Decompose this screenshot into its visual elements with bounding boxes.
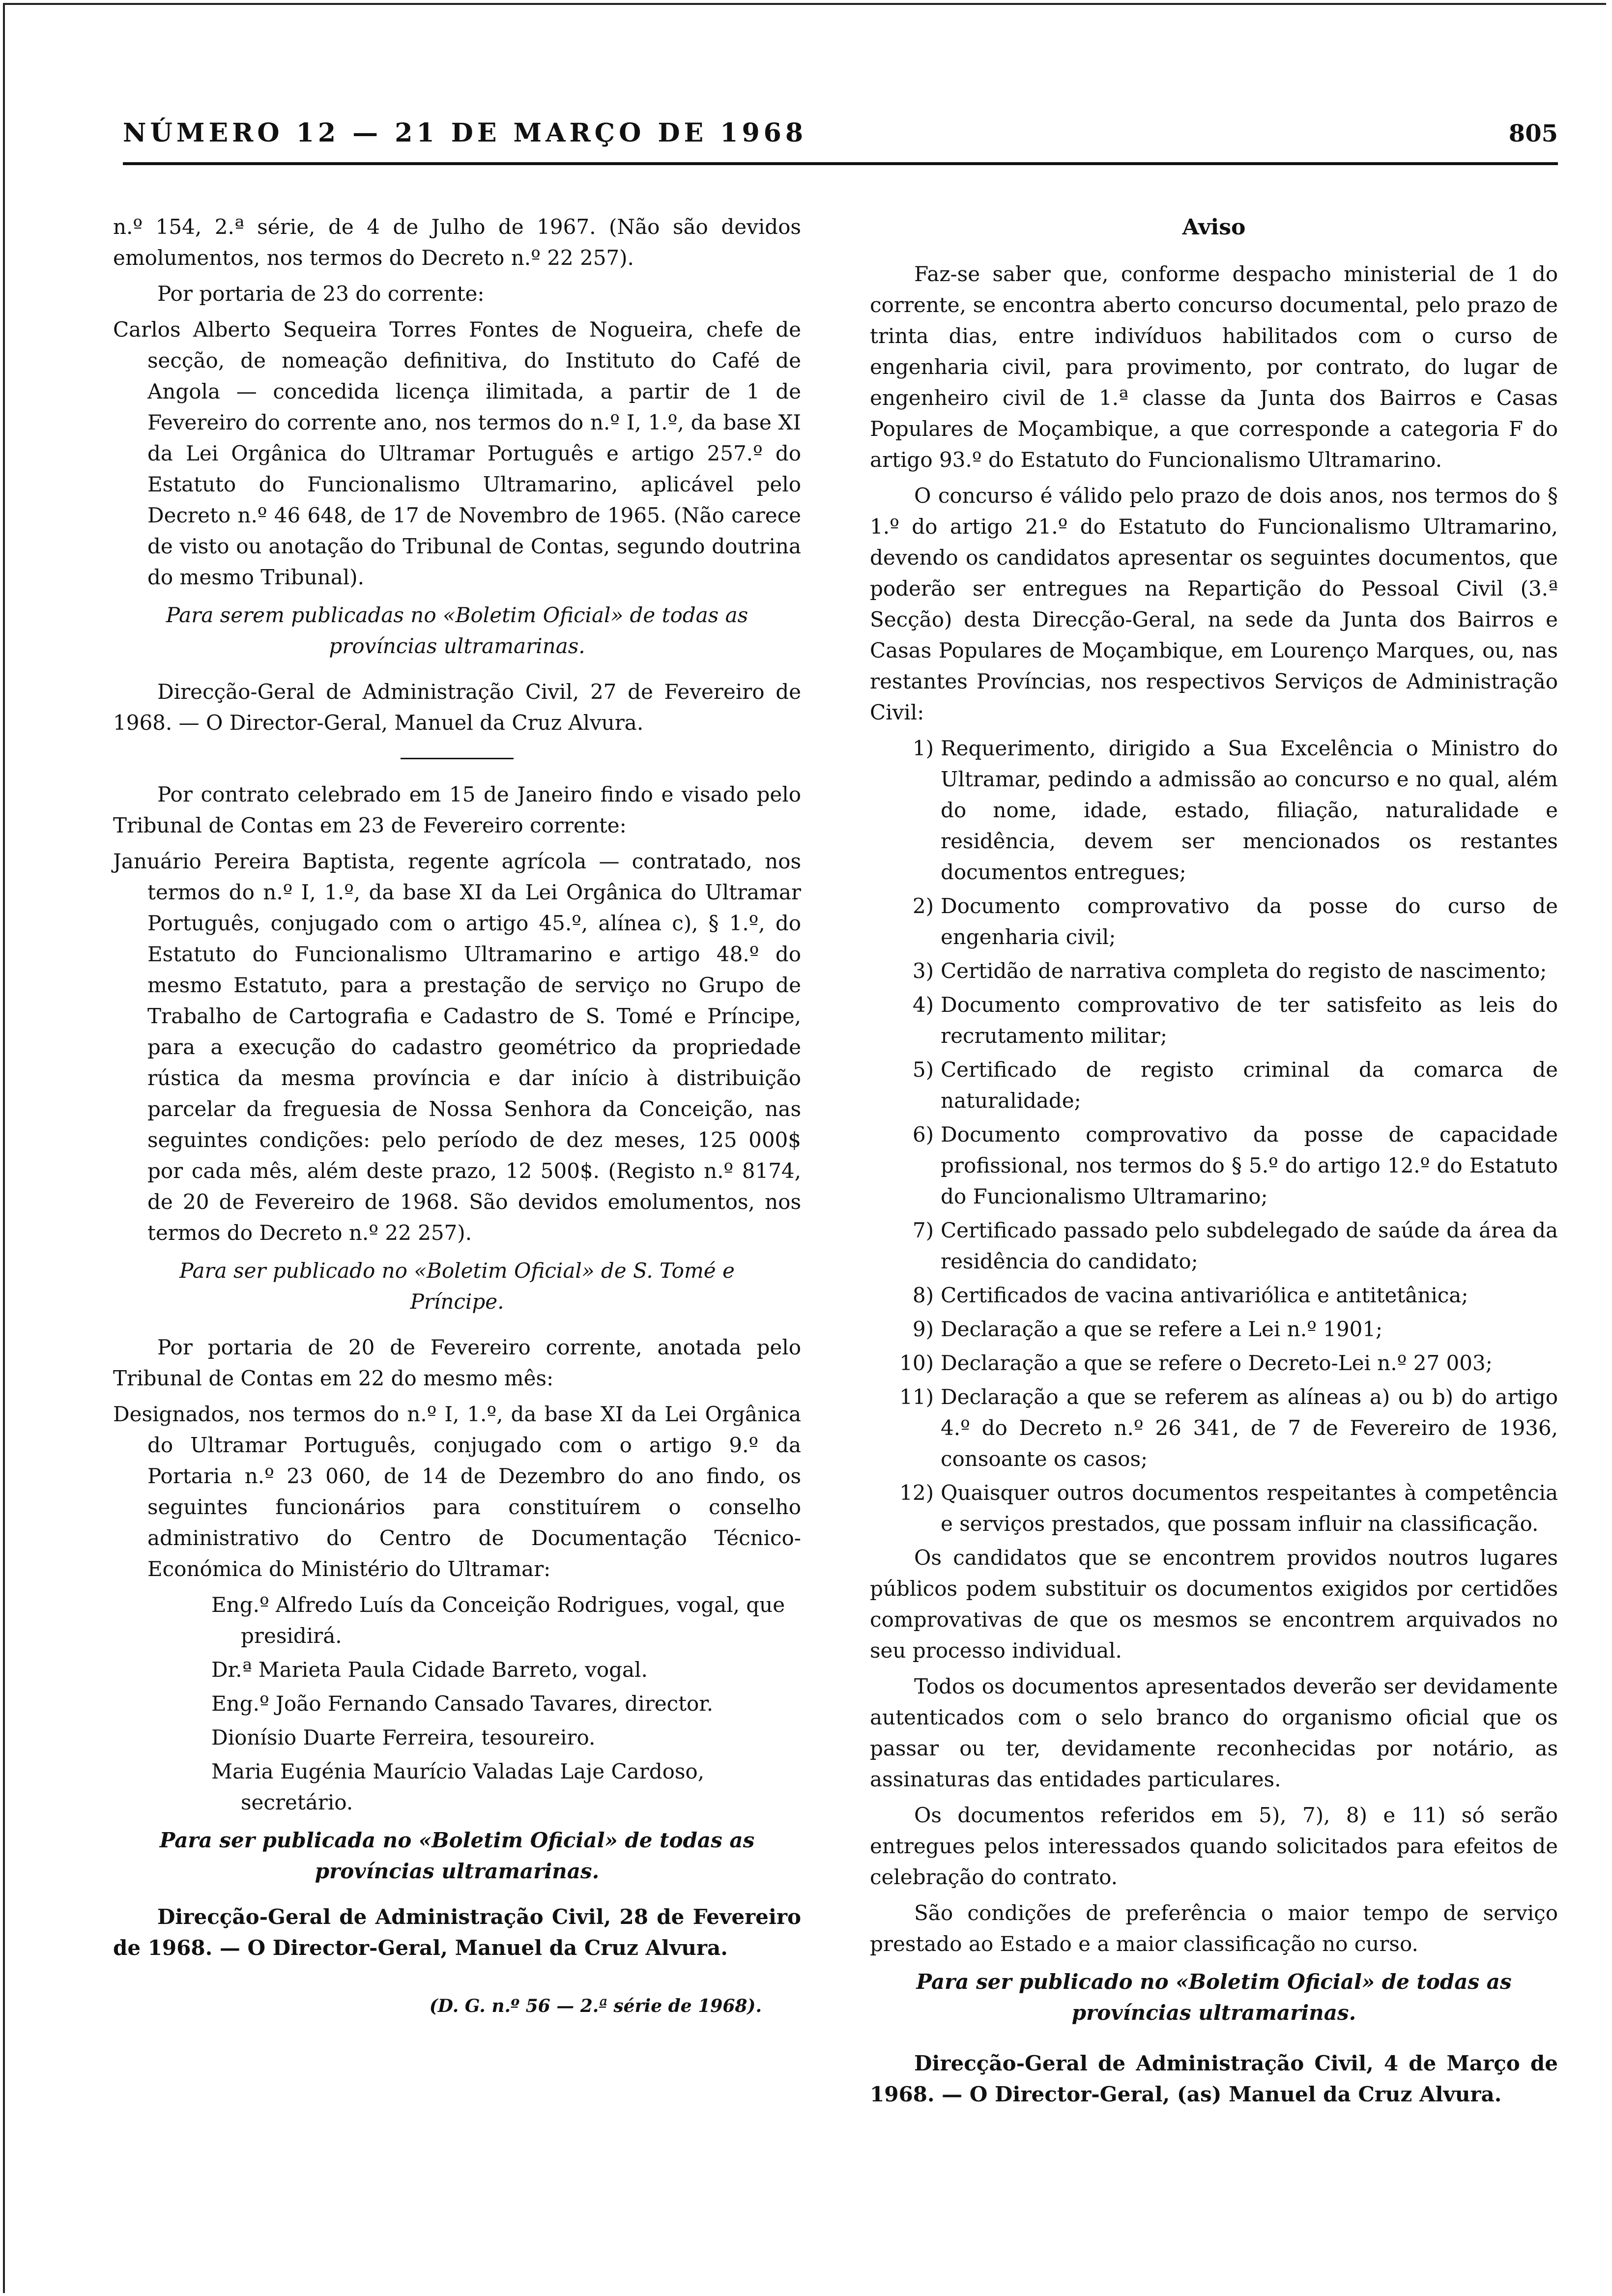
item-number: 1): [912, 736, 934, 760]
list-item: Dr.ª Marieta Paula Cidade Barreto, vogal.: [211, 1658, 648, 1682]
right-paragraph: Todos os documentos apresentados deverão ser devidamente autenticados com o selo branco do organismo oficial que os passar ou ter, devidamente reconhecidas por notário, as assinaturas das entidades particulares.: [870, 1674, 1558, 1791]
list-item: [899, 989, 1558, 1051]
list-item: Eng.º João Fernando Cansado Tavares, director.: [211, 1692, 714, 1716]
left-column: [113, 211, 801, 2019]
right-column: [870, 211, 1558, 2115]
item-text: Declaração a que se refere a Lei n.º 1901;: [941, 1317, 1383, 1341]
item-number: 4): [912, 993, 934, 1017]
item-text: Certidão de narrativa completa do registo de nascimento;: [941, 959, 1547, 983]
right-paragraph: O concurso é válido pelo prazo de dois anos, nos termos do § 1.º do artigo 21.º do Estatuto do Funcionalismo Ultramarino, devendo os candidatos apresentar os seguintes documentos, que poderão ser entregues na Repartição do Pessoal Civil (3.ª Secção) desta Direcção-Geral, na sede da Junta dos Bairros e Casas Populares de Moçambique, em Lourenço Marques, ou, nas restantes Províncias, nos respectivos Serviços de Administração Civil:: [870, 484, 1558, 724]
list-item: [899, 1477, 1558, 1539]
list-item: [899, 890, 1558, 952]
left-paragraph: Januário Pereira Baptista, regente agrícola — contratado, nos termos do n.º I, 1.º, da base XI da Lei Orgânica do Ultramar Português, conjugado com o artigo 45.º, alínea c), § 1.º, do Estatuto do Funcionalismo Ultramarino e artigo 48.º do mesmo Estatuto, para a prestação de serviço no Grupo de Trabalho de Cartografia e Cadastro de S. Tomé e Príncipe, para a execução do cadastro geométrico da propriedade rústica da mesma província e dar início à distribuição parcelar da freguesia de Nossa Senhora da Conceição, nas seguintes condições: pelo período de dez meses, 125 000$ por cada mês, além deste prazo, 12 500$. (Registo n.º 8174, de 20 de Fevereiro de 1968. São devidos emolumentos, nos termos do Decreto n.º 22 257).: [113, 849, 801, 1245]
item-text: Quaisquer outros documentos respeitantes à competência e serviços prestados, que possam influir na classificação.: [941, 1481, 1558, 1536]
right-paragraph: Faz-se saber que, conforme despacho ministerial de 1 do corrente, se encontra aberto concurso documental, pelo prazo de trinta dias, entre indivíduos habilitados com o curso de engenharia civil, para provimento, por contrato, do lugar de engenheiro civil de 1.ª classe da Junta dos Bairros e Casas Populares de Moçambique, a que corresponde a categoria F do artigo 93.º do Estatuto do Funcionalismo Ultramarino.: [870, 262, 1558, 472]
item-number: 5): [912, 1058, 934, 1082]
signature-block: Direcção-Geral de Administração Civil, 27 de Fevereiro de 1968. — O Director-Geral, Manuel da Cruz Alvura.: [113, 680, 801, 735]
publication-note: Para ser publicado no «Boletim Oficial» de todas as províncias ultramarinas.: [916, 1970, 1512, 2025]
left-paragraph: Por portaria de 20 de Fevereiro corrente, anotada pelo Tribunal de Contas em 22 do mesmo mês:: [113, 1335, 801, 1390]
left-paragraph: Por portaria de 23 do corrente:: [157, 282, 485, 306]
left-paragraph: Carlos Alberto Sequeira Torres Fontes de Nogueira, chefe de secção, de nomeação definitiva, do Instituto do Café de Angola — concedida licença ilimitada, a partir de 1 de Fevereiro do corrente ano, nos termos do n.º I, 1.º, da base XI da Lei Orgânica do Ultramar Português e artigo 257.º do Estatuto do Funcionalismo Ultramarino, aplicável pelo Decreto n.º 46 648, de 17 de Novembro de 1965. (Não carece de visto ou anotação do Tribunal de Contas, segundo doutrina do mesmo Tribunal).: [113, 317, 801, 589]
page-number: 805: [1508, 120, 1558, 147]
list-item: [899, 733, 1558, 888]
list-item: [899, 1314, 1558, 1345]
header-rule: [123, 162, 1558, 165]
right-paragraph: Os documentos referidos em 5), 7), 8) e 11) só serão entregues pelos interessados quando solicitados para efeitos de celebração do contrato.: [870, 1803, 1558, 1889]
item-text: Documento comprovativo da posse do curso de engenharia civil;: [941, 894, 1558, 949]
item-number: 8): [912, 1283, 934, 1307]
item-number: 2): [912, 894, 934, 918]
item-number: 3): [912, 959, 934, 983]
list-item: [899, 1381, 1558, 1474]
item-number: 11): [899, 1385, 934, 1409]
signature-block: Direcção-Geral de Administração Civil, 4 de Março de 1968. — O Director-Geral, (as) Manuel da Cruz Alvura.: [870, 2051, 1558, 2106]
list-item: [899, 1215, 1558, 1277]
left-paragraph: Por contrato celebrado em 15 de Janeiro findo e visado pelo Tribunal de Contas em 23 de Fevereiro corrente:: [113, 782, 801, 837]
list-item: [899, 1280, 1558, 1311]
item-number: 9): [912, 1317, 934, 1341]
right-paragraph: Os candidatos que se encontrem providos noutros lugares públicos podem substituir os documentos exigidos por certidões comprovativas de que os mesmos se encontrem arquivados no seu processo individual.: [870, 1546, 1558, 1663]
page-header: [123, 118, 1558, 147]
publication-note: Para ser publicado no «Boletim Oficial» de S. Tomé e Príncipe.: [179, 1259, 735, 1314]
item-text: Requerimento, dirigido a Sua Excelência o Ministro do Ultramar, pedindo a admissão ao concurso e no qual, além do nome, idade, estado, filiação, naturalidade e residência, devem ser mencionados os restantes documentos entregues;: [941, 736, 1558, 884]
gazette-reference: (D. G. n.º 56 — 2.ª série de 1968).: [429, 1996, 762, 2016]
item-text: Declaração a que se refere o Decreto-Lei n.º 27 003;: [941, 1351, 1493, 1375]
right-paragraph: São condições de preferência o maior tempo de serviço prestado ao Estado e a maior classificação no curso.: [870, 1901, 1558, 1956]
section-separator: [401, 758, 514, 759]
list-item: [899, 1348, 1558, 1378]
item-number: 7): [912, 1218, 934, 1242]
list-item: Eng.º Alfredo Luís da Conceição Rodrigues, vogal, que presidirá.: [211, 1593, 785, 1648]
item-text: Certificado passado pelo subdelegado de saúde da área da residência do candidato;: [941, 1218, 1558, 1273]
list-item: [899, 1054, 1558, 1116]
list-item: Dionísio Duarte Ferreira, tesoureiro.: [211, 1725, 596, 1750]
documents-list: [870, 733, 1558, 1539]
names-list: [113, 1589, 801, 1818]
item-number: 12): [899, 1481, 934, 1505]
left-paragraph: Designados, nos termos do n.º I, 1.º, da base XI da Lei Orgânica do Ultramar Português, conjugado com o artigo 9.º da Portaria n.º 23 060, de 14 de Dezembro do ano findo, os seguintes funcionários para constituírem o conselho administrativo do Centro de Documentação Técnico-Económica do Ministério do Ultramar:: [113, 1402, 801, 1581]
publication-note: Para serem publicadas no «Boletim Oficial» de todas as províncias ultramarinas.: [166, 603, 748, 658]
left-paragraph: n.º 154, 2.ª série, de 4 de Julho de 1967. (Não são devidos emolumentos, nos termos do Decreto n.º 22 257).: [113, 215, 801, 270]
item-text: Documento comprovativo da posse de capacidade profissional, nos termos do § 5.º do artigo 12.º do Estatuto do Funcionalismo Ultramarino;: [941, 1122, 1558, 1208]
list-item: [899, 1119, 1558, 1212]
notice-title: Aviso: [1182, 215, 1246, 240]
item-text: Certificado de registo criminal da comarca de naturalidade;: [941, 1058, 1558, 1113]
item-text: Certificados de vacina antivariólica e antitetânica;: [941, 1283, 1468, 1307]
signature-block: Direcção-Geral de Administração Civil, 28 de Fevereiro de 1968. — O Director-Geral, Manuel da Cruz Alvura.: [113, 1905, 801, 1960]
issue-line: NÚMERO 12 — 21 DE MARÇO DE 1968: [123, 118, 807, 148]
item-number: 10): [899, 1351, 934, 1375]
list-item: [899, 955, 1558, 986]
item-text: Declaração a que se referem as alíneas a) ou b) do artigo 4.º do Decreto n.º 26 341, de 7 de Fevereiro de 1936, consoante os casos;: [941, 1385, 1558, 1471]
item-text: Documento comprovativo de ter satisfeito as leis do recrutamento militar;: [941, 993, 1558, 1048]
item-number: 6): [912, 1122, 934, 1147]
list-item: Maria Eugénia Maurício Valadas Laje Cardoso, secretário.: [211, 1759, 705, 1814]
publication-note: Para ser publicada no «Boletim Oficial» de todas as províncias ultramarinas.: [159, 1828, 755, 1883]
